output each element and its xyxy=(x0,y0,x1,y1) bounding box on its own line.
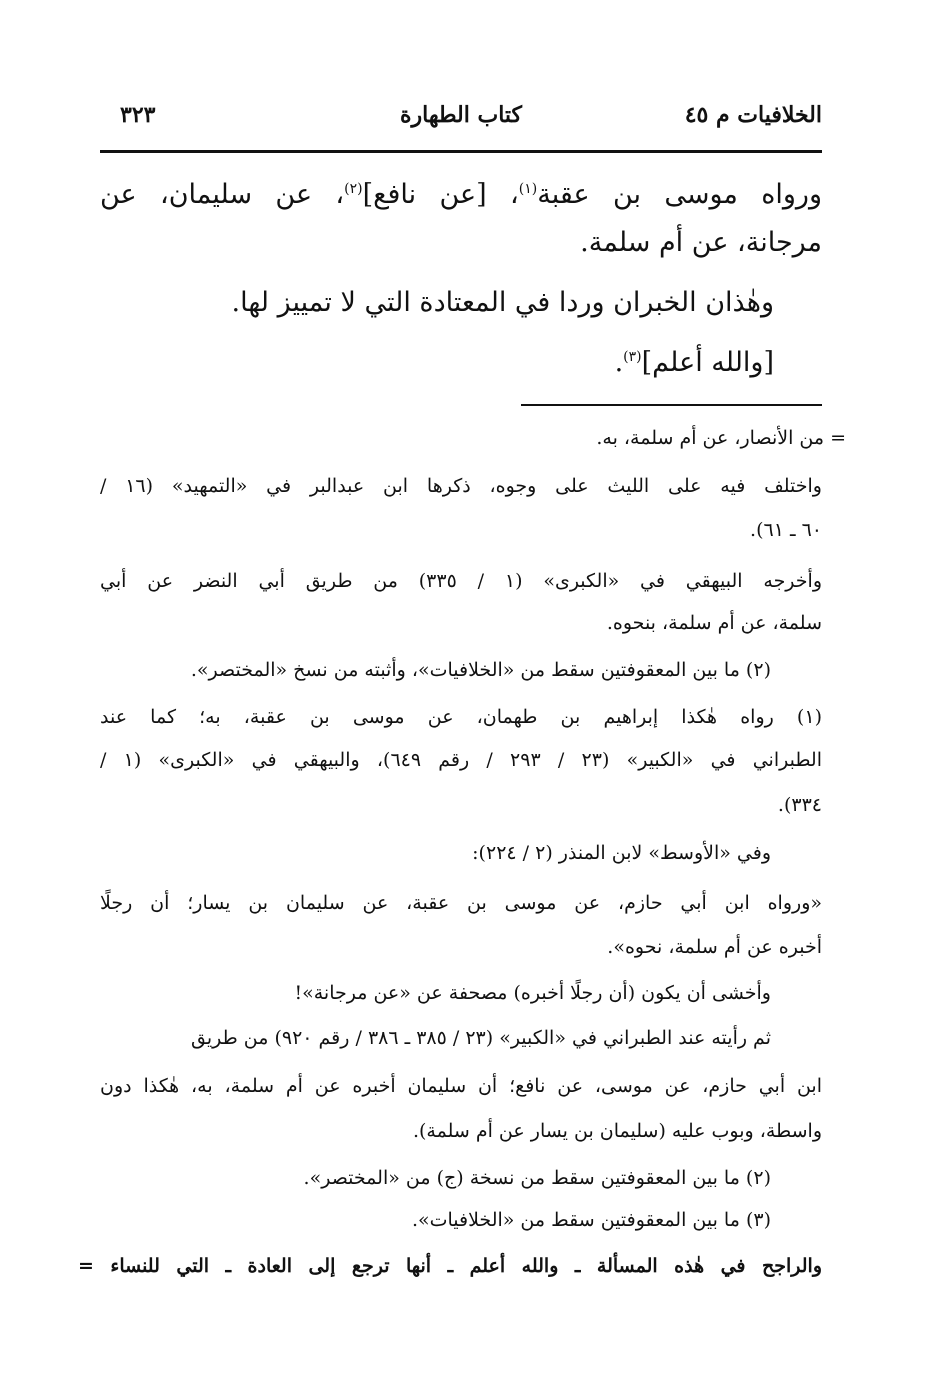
main-text-line-2: مرجانة، عن أم سلمة. xyxy=(580,227,822,258)
footnote-line: وفي «الأوسط» لابن المنذر (٢ / ٢٢٤): xyxy=(472,842,771,864)
page-header xyxy=(100,100,822,144)
footnote-line: واختلف فيه على الليث على وجوه، ذكرها ابن عبدالبر في «التمهيد» (١٦ / xyxy=(100,475,822,497)
footnote-line: وأخشى أن يكون (أن رجلًا أخبره) مصحفة عن «عن مرجانة»! xyxy=(294,982,771,1004)
footnote-3-note: (٣) ما بين المعقوفتين سقط من «الخلافيات». xyxy=(411,1209,771,1231)
footnote-separator xyxy=(521,404,822,406)
running-head-section: الخلافيات م ٤٥ xyxy=(684,102,822,128)
footnote-2-note: (٢) ما بين المعقوفتين سقط من «الخلافيات»، وأثبته من نسخ «المختصر». xyxy=(190,659,771,681)
footnote-line: الطبراني في «الكبير» (٢٣ / ٢٩٣ / رقم ٦٤٩)، والبيهقي في «الكبرى» (١ / xyxy=(100,749,822,771)
footnote-line: = من الأنصار، عن أم سلمة، به. xyxy=(596,427,846,449)
footnote-line: «ورواه ابن أبي حازم، عن موسى بن عقبة، عن سليمان بن يسار؛ أن رجلًا xyxy=(100,892,822,914)
running-head-title: كتاب الطهارة xyxy=(399,102,523,128)
footnote-line: سلمة، عن أم سلمة، بنحوه. xyxy=(606,612,822,634)
footnote-line: أخبره عن أم سلمة، نحوه». xyxy=(607,936,822,958)
footnote-line: ثم رأيته عند الطبراني في «الكبير» (٢٣ / ٣٨٥ ـ ٣٨٦ / رقم ٩٢٠) من طريق xyxy=(191,1027,771,1049)
page-number: ٣٢٣ xyxy=(120,102,156,128)
main-text-line-4: [والله أعلم]$^{(٣)}$. xyxy=(614,347,774,378)
footnote-ref-3: (٣) xyxy=(623,349,642,365)
footnote-ref-1: (١) xyxy=(518,181,538,197)
bottom-continued-line: والراجح في هٰذه المسألة ـ والله أعلم ـ أنها ترجع إلى العادة ـ التي للنساء = xyxy=(78,1255,822,1277)
main-text-line-3: وهٰذان الخبران وردا في المعتادة التي لا تمييز لها. xyxy=(231,287,774,318)
footnote-ref-2: (٢) xyxy=(344,181,363,197)
header-divider xyxy=(100,150,822,153)
footnote-line: ٣٣٤). xyxy=(777,794,822,816)
footnote-line: ابن أبي حازم، عن موسى، عن نافع؛ أن سليمان أخبره عن أم سلمة، به، هٰكذا دون xyxy=(100,1075,822,1097)
main-text-line-1: ورواه موسى بن عقبة$^{(١)}$، [عن نافع]$^{(٢)}$، عن سليمان، عن xyxy=(100,179,822,210)
footnote-2-note-b: (٢) ما بين المعقوفتين سقط من نسخة (ج) من «المختصر». xyxy=(303,1167,771,1189)
footnote-line: وأخرجه البيهقي في «الكبرى» (١ / ٣٣٥) من طريق أبي النضر عن أبي xyxy=(100,570,822,592)
footnote-line: واسطة، وبوب عليه (سليمان بن يسار عن أم سلمة). xyxy=(412,1120,822,1142)
footnote-1-note: (١) رواه هٰكذا إبراهيم بن طهمان، عن موسى بن عقبة، به؛ كما عند xyxy=(100,706,822,728)
footnote-line: ٦٠ ـ ٦١). xyxy=(750,519,822,541)
